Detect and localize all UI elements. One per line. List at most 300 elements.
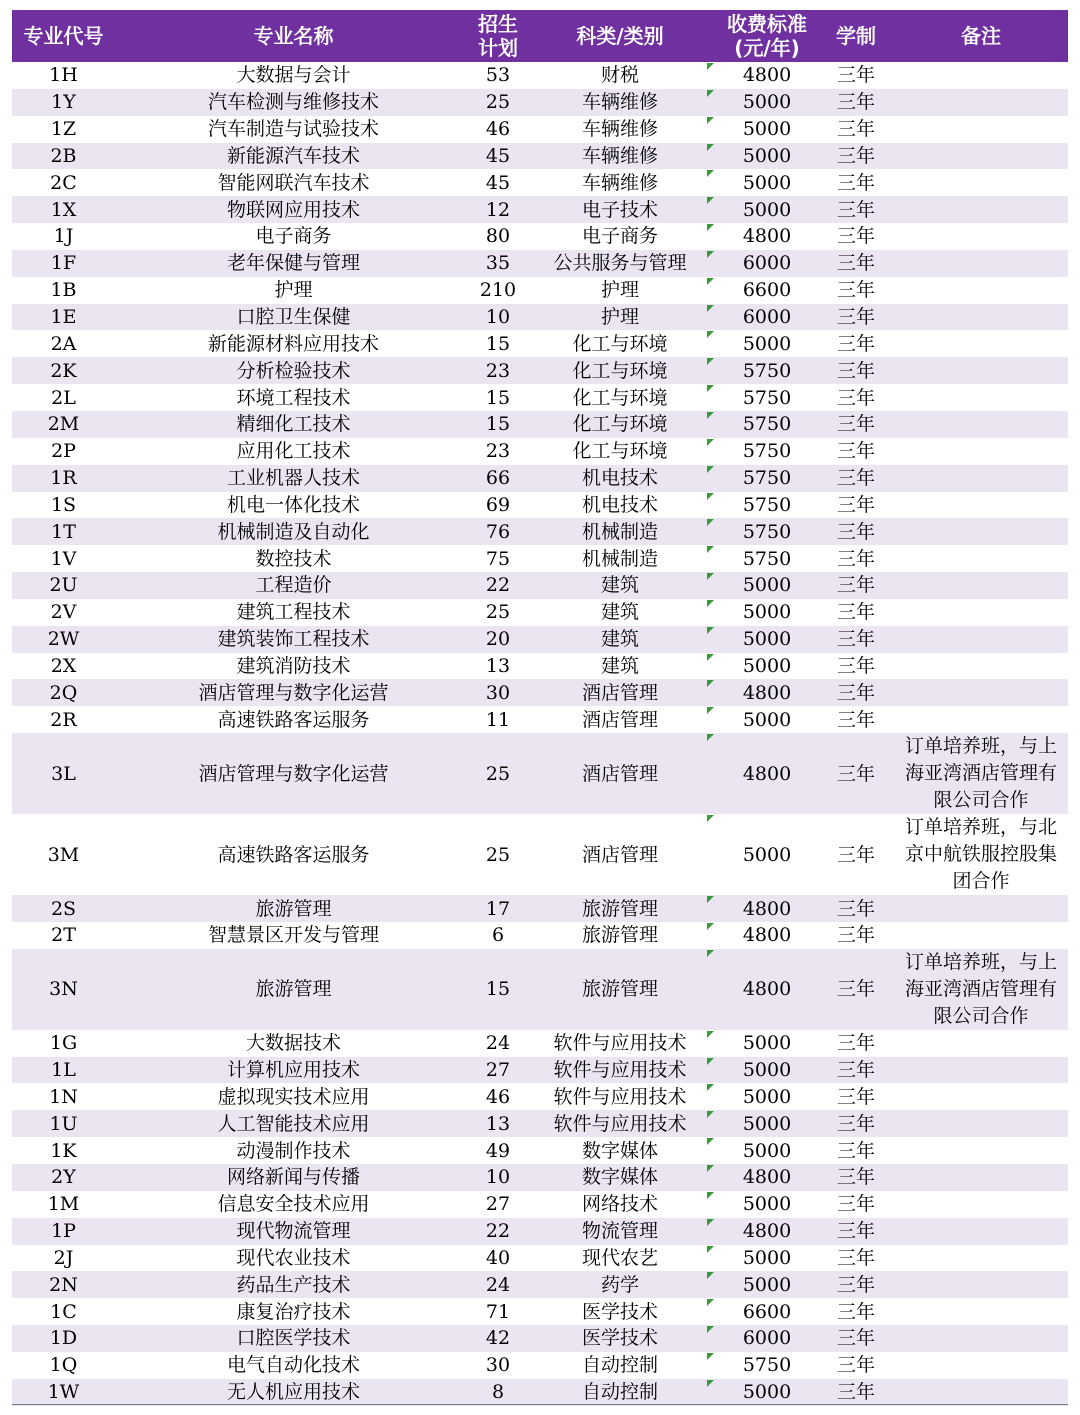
cell-plan: 13	[485, 654, 511, 677]
cell-years: 三年	[818, 465, 894, 492]
cell-name: 酒店管理与数字化运营	[115, 733, 472, 814]
cell-code: 3N	[12, 949, 115, 1030]
cell-note: 订单培养班，与上海亚湾酒店管理有限公司合作	[894, 733, 1068, 814]
cell-code: 2A	[50, 332, 77, 355]
cell-code: 2W	[12, 626, 115, 653]
cell-years: 三年	[818, 1164, 894, 1191]
cell-fee: 5000	[716, 1271, 818, 1298]
cell-note	[894, 116, 1068, 143]
cell-plan: 22	[472, 572, 524, 599]
cell-note	[894, 706, 1068, 733]
cell-name: 机械制造及自动化	[115, 518, 472, 545]
cell-category: 自动控制	[524, 1352, 716, 1379]
cell-category: 医学技术	[524, 1298, 716, 1325]
header-code: 专业代号	[12, 10, 115, 62]
cell-note	[894, 62, 1068, 89]
cell-code: 1E	[12, 304, 115, 331]
cell-years: 三年	[836, 547, 875, 570]
cell-years: 三年	[818, 143, 894, 170]
table-row	[12, 196, 1068, 223]
cell-category: 化工与环境	[524, 438, 716, 465]
cell-name: 现代农业技术	[236, 1246, 351, 1269]
cell-category: 建筑	[524, 599, 716, 626]
cell-plan: 15	[472, 411, 524, 438]
cell-category: 电子技术	[524, 196, 716, 223]
cell-years: 三年	[836, 279, 875, 302]
cell-note	[894, 1379, 1068, 1406]
cell-fee: 5000	[742, 118, 792, 141]
cell-years: 三年	[836, 171, 875, 194]
cell-note	[894, 465, 1068, 492]
cell-name: 机电一体化技术	[226, 493, 360, 516]
table-header-row	[12, 10, 1068, 62]
cell-note	[894, 572, 1068, 599]
cell-category: 网络技术	[524, 1191, 716, 1218]
table-row	[12, 626, 1068, 653]
cell-fee: 6000	[716, 1325, 818, 1352]
cell-note	[894, 1110, 1068, 1137]
cell-fee: 4800	[716, 949, 818, 1030]
table-row	[12, 1218, 1068, 1245]
cell-category: 车辆维修	[524, 89, 716, 116]
cell-years: 三年	[836, 1300, 875, 1323]
cell-years: 三年	[818, 895, 894, 922]
cell-note	[894, 411, 1068, 438]
cell-note	[894, 196, 1068, 223]
cell-note	[894, 1325, 1068, 1352]
table-row	[12, 438, 1068, 465]
cell-note: 订单培养班，与北京中航铁服控股集团合作	[904, 816, 1057, 893]
cell-code: 1Y	[12, 89, 115, 116]
header-fee: 收费标准 (元/年)	[716, 10, 818, 62]
cell-name: 智慧景区开发与管理	[207, 924, 379, 947]
cell-code: 1V	[50, 547, 77, 570]
table-row	[12, 250, 1068, 277]
cell-years: 三年	[818, 518, 894, 545]
table-row	[12, 599, 1068, 626]
cell-years: 三年	[818, 679, 894, 706]
cell-category: 现代农艺	[524, 1245, 716, 1272]
cell-fee: 5000	[742, 1193, 792, 1216]
cell-plan: 30	[485, 1354, 511, 1377]
cell-category: 财税	[524, 62, 716, 89]
cell-years: 三年	[836, 601, 875, 624]
table-row	[12, 1191, 1068, 1218]
cell-fee: 4800	[716, 1164, 818, 1191]
cell-name: 工程造价	[115, 572, 472, 599]
cell-category: 酒店管理	[524, 679, 716, 706]
cell-code: 3L	[12, 733, 115, 814]
cell-plan: 25	[472, 89, 524, 116]
cell-code: 2K	[12, 357, 115, 384]
cell-fee: 4800	[742, 64, 792, 87]
cell-plan: 10	[472, 1164, 524, 1191]
cell-name: 新能源材料应用技术	[207, 332, 379, 355]
cell-category: 数字媒体	[524, 1164, 716, 1191]
table-row	[12, 465, 1068, 492]
cell-fee: 4800	[716, 679, 818, 706]
cell-plan: 210	[479, 279, 517, 302]
table-row	[12, 330, 1068, 357]
cell-years: 三年	[818, 1057, 894, 1084]
table-row	[12, 653, 1068, 680]
cell-fee: 5000	[716, 1110, 818, 1137]
cell-plan: 25	[485, 601, 511, 624]
cell-code: 2X	[50, 654, 77, 677]
table-row	[12, 1325, 1068, 1352]
cell-note	[894, 357, 1068, 384]
cell-code: 1L	[12, 1057, 115, 1084]
cell-code: 1T	[12, 518, 115, 545]
cell-note	[894, 492, 1068, 519]
cell-fee: 4800	[742, 225, 792, 248]
cell-category: 车辆维修	[524, 116, 716, 143]
cell-plan: 8	[472, 1379, 524, 1406]
cell-fee: 5750	[716, 518, 818, 545]
table-row	[12, 814, 1068, 895]
cell-code: 2U	[12, 572, 115, 599]
cell-fee: 5000	[742, 601, 792, 624]
cell-note: 订单培养班，与上海亚湾酒店管理有限公司合作	[894, 949, 1068, 1030]
cell-plan: 46	[485, 1085, 511, 1108]
cell-plan: 76	[472, 518, 524, 545]
cell-category: 建筑	[524, 626, 716, 653]
cell-category: 化工与环境	[524, 384, 716, 411]
cell-code: 2V	[50, 601, 77, 624]
cell-name: 动漫制作技术	[236, 1139, 351, 1162]
cell-category: 公共服务与管理	[524, 250, 716, 277]
cell-name: 物联网应用技术	[115, 196, 472, 223]
table-row	[12, 1245, 1068, 1272]
cell-years: 三年	[836, 493, 875, 516]
header-name: 专业名称	[115, 10, 472, 62]
cell-code: 1P	[12, 1218, 115, 1245]
header-category: 科类/类别	[524, 10, 716, 62]
cell-code: 1H	[49, 64, 78, 87]
cell-plan: 71	[485, 1300, 511, 1323]
cell-note	[894, 89, 1068, 116]
header-years: 学制	[818, 10, 894, 62]
cell-plan: 11	[485, 708, 511, 731]
cell-category: 软件与应用技术	[524, 1030, 716, 1057]
cell-name: 计算机应用技术	[115, 1057, 472, 1084]
cell-note	[894, 223, 1068, 250]
cell-fee: 4800	[742, 924, 792, 947]
cell-fee: 5750	[742, 386, 792, 409]
cell-name: 药品生产技术	[115, 1271, 472, 1298]
cell-fee: 6000	[716, 304, 818, 331]
cell-name: 老年保健与管理	[115, 250, 472, 277]
cell-category: 护理	[524, 277, 716, 304]
table-row	[12, 922, 1068, 949]
cell-note	[894, 922, 1068, 949]
table-row	[12, 679, 1068, 706]
cell-plan: 6	[491, 924, 505, 947]
cell-code: 2C	[50, 171, 77, 194]
cell-note	[894, 1057, 1068, 1084]
cell-category: 化工与环境	[524, 357, 716, 384]
cell-code: 1J	[53, 225, 74, 248]
cell-name: 护理	[274, 279, 313, 302]
cell-code: 2B	[12, 143, 115, 170]
cell-name: 高速铁路客运服务	[217, 843, 370, 866]
cell-years: 三年	[836, 654, 875, 677]
cell-years: 三年	[818, 1325, 894, 1352]
cell-note	[894, 895, 1068, 922]
table-row	[12, 518, 1068, 545]
cell-plan: 23	[472, 357, 524, 384]
cell-years: 三年	[818, 89, 894, 116]
cell-category: 建筑	[524, 572, 716, 599]
cell-name: 现代物流管理	[115, 1218, 472, 1245]
table-row	[12, 706, 1068, 733]
cell-years: 三年	[818, 572, 894, 599]
cell-name: 建筑消防技术	[236, 654, 351, 677]
cell-fee: 4800	[716, 1218, 818, 1245]
cell-fee: 4800	[716, 733, 818, 814]
cell-note	[894, 1030, 1068, 1057]
cell-name: 建筑装饰工程技术	[115, 626, 472, 653]
cell-category: 机械制造	[524, 545, 716, 572]
cell-category: 建筑	[524, 653, 716, 680]
cell-code: 2Y	[12, 1164, 115, 1191]
table-row	[12, 895, 1068, 922]
cell-code: 1R	[12, 465, 115, 492]
table-row	[12, 949, 1068, 1030]
cell-years: 三年	[818, 1218, 894, 1245]
cell-note	[894, 1352, 1068, 1379]
cell-fee: 5000	[742, 171, 792, 194]
cell-name: 信息安全技术应用	[217, 1193, 370, 1216]
table-row	[12, 1110, 1068, 1137]
cell-plan: 69	[485, 493, 511, 516]
cell-category: 酒店管理	[524, 733, 716, 814]
table-row	[12, 169, 1068, 196]
cell-note	[894, 679, 1068, 706]
cell-plan: 15	[485, 332, 511, 355]
cell-name: 应用化工技术	[236, 440, 351, 463]
cell-note	[894, 1083, 1068, 1110]
cell-plan: 10	[472, 304, 524, 331]
cell-name: 建筑工程技术	[236, 601, 351, 624]
cell-category: 数字媒体	[524, 1137, 716, 1164]
cell-code: 1M	[47, 1193, 80, 1216]
cell-name: 康复治疗技术	[236, 1300, 351, 1323]
cell-category: 酒店管理	[524, 814, 716, 895]
enrollment-table	[12, 10, 1068, 1406]
cell-fee: 5000	[716, 196, 818, 223]
cell-plan: 45	[472, 143, 524, 170]
table-row	[12, 62, 1068, 89]
cell-years: 三年	[818, 626, 894, 653]
cell-plan: 66	[472, 465, 524, 492]
cell-plan: 25	[485, 843, 511, 866]
cell-category: 软件与应用技术	[524, 1110, 716, 1137]
cell-fee: 5000	[742, 1246, 792, 1269]
cell-years: 三年	[836, 1354, 875, 1377]
table-row	[12, 492, 1068, 519]
cell-category: 化工与环境	[524, 411, 716, 438]
cell-years: 三年	[818, 411, 894, 438]
cell-fee: 5000	[716, 626, 818, 653]
cell-code: 1K	[50, 1139, 77, 1162]
cell-name: 电子商务	[255, 225, 332, 248]
cell-fee: 5750	[742, 440, 792, 463]
cell-plan: 75	[485, 547, 511, 570]
cell-note	[894, 626, 1068, 653]
cell-fee: 5750	[716, 465, 818, 492]
cell-years: 三年	[836, 440, 875, 463]
cell-years: 三年	[836, 1193, 875, 1216]
cell-note	[894, 599, 1068, 626]
cell-name: 人工智能技术应用	[115, 1110, 472, 1137]
cell-code: 1G	[49, 1032, 78, 1055]
cell-note	[894, 1164, 1068, 1191]
cell-name: 电气自动化技术	[226, 1354, 360, 1377]
cell-name: 数控技术	[255, 547, 332, 570]
cell-name: 工业机器人技术	[115, 465, 472, 492]
cell-name: 高速铁路客运服务	[217, 708, 370, 731]
cell-code: 2L	[51, 386, 76, 409]
cell-plan: 27	[485, 1193, 511, 1216]
cell-fee: 5000	[716, 143, 818, 170]
cell-note	[894, 169, 1068, 196]
table-row	[12, 1352, 1068, 1379]
cell-category: 旅游管理	[524, 895, 716, 922]
cell-years: 三年	[818, 250, 894, 277]
cell-code: 2T	[51, 924, 76, 947]
cell-fee: 5000	[742, 654, 792, 677]
cell-code: 1N	[49, 1085, 78, 1108]
cell-note	[894, 1218, 1068, 1245]
cell-plan: 24	[472, 1271, 524, 1298]
cell-category: 酒店管理	[524, 706, 716, 733]
cell-note	[894, 1137, 1068, 1164]
cell-code: 1W	[12, 1379, 115, 1406]
cell-code: 1S	[50, 493, 77, 516]
cell-fee: 6600	[742, 279, 792, 302]
cell-note	[894, 277, 1068, 304]
cell-fee: 5000	[742, 1139, 792, 1162]
cell-fee: 6000	[716, 250, 818, 277]
cell-plan: 35	[472, 250, 524, 277]
cell-years: 三年	[818, 1271, 894, 1298]
cell-years: 三年	[836, 118, 875, 141]
cell-note	[894, 143, 1068, 170]
cell-note	[894, 438, 1068, 465]
cell-fee: 5000	[716, 572, 818, 599]
cell-name: 口腔医学技术	[115, 1325, 472, 1352]
cell-category: 车辆维修	[524, 169, 716, 196]
cell-code: 1F	[12, 250, 115, 277]
cell-years: 三年	[836, 64, 875, 87]
table-row	[12, 384, 1068, 411]
table-row	[12, 304, 1068, 331]
cell-note	[894, 1298, 1068, 1325]
cell-plan: 30	[472, 679, 524, 706]
cell-plan: 13	[472, 1110, 524, 1137]
cell-name: 口腔卫生保健	[115, 304, 472, 331]
cell-note	[894, 250, 1068, 277]
cell-plan: 42	[472, 1325, 524, 1352]
cell-category: 旅游管理	[524, 922, 716, 949]
cell-code: 1D	[12, 1325, 115, 1352]
cell-fee: 5750	[716, 357, 818, 384]
cell-code: 1U	[12, 1110, 115, 1137]
cell-years: 三年	[836, 225, 875, 248]
cell-plan: 45	[485, 171, 511, 194]
cell-code: 2J	[53, 1246, 74, 1269]
cell-plan: 12	[472, 196, 524, 223]
table-body	[12, 62, 1068, 1406]
cell-fee: 5000	[742, 1032, 792, 1055]
cell-years: 三年	[836, 708, 875, 731]
header-note: 备注	[894, 10, 1068, 62]
cell-years: 三年	[836, 1139, 875, 1162]
cell-category: 软件与应用技术	[524, 1057, 716, 1084]
table-row	[12, 572, 1068, 599]
table-row	[12, 1164, 1068, 1191]
enrollment-table-container	[12, 10, 1068, 1406]
cell-plan: 27	[472, 1057, 524, 1084]
cell-category: 机电技术	[524, 492, 716, 519]
table-row	[12, 545, 1068, 572]
cell-name: 精细化工技术	[115, 411, 472, 438]
cell-years: 三年	[818, 1379, 894, 1406]
table-row	[12, 411, 1068, 438]
table-row	[12, 357, 1068, 384]
cell-fee: 5750	[742, 1354, 792, 1377]
cell-plan: 23	[485, 440, 511, 463]
cell-name: 汽车检测与维修技术	[115, 89, 472, 116]
table-row	[12, 143, 1068, 170]
cell-years: 三年	[836, 924, 875, 947]
table-row	[12, 277, 1068, 304]
cell-note	[894, 304, 1068, 331]
cell-category: 电子商务	[524, 223, 716, 250]
cell-code: 2Q	[12, 679, 115, 706]
cell-note	[894, 545, 1068, 572]
cell-name: 智能网联汽车技术	[217, 171, 370, 194]
cell-plan: 22	[472, 1218, 524, 1245]
table-row	[12, 1057, 1068, 1084]
table-row	[12, 1083, 1068, 1110]
cell-fee: 4800	[716, 895, 818, 922]
cell-name: 旅游管理	[115, 895, 472, 922]
cell-years: 三年	[818, 196, 894, 223]
cell-plan: 24	[485, 1032, 511, 1055]
table-row	[12, 1137, 1068, 1164]
cell-plan: 15	[472, 949, 524, 1030]
cell-note	[894, 518, 1068, 545]
cell-plan: 40	[485, 1246, 511, 1269]
cell-category: 机械制造	[524, 518, 716, 545]
cell-category: 医学技术	[524, 1325, 716, 1352]
cell-plan: 25	[472, 733, 524, 814]
cell-plan: 49	[485, 1139, 511, 1162]
cell-category: 车辆维修	[524, 143, 716, 170]
cell-name: 汽车制造与试验技术	[207, 118, 379, 141]
table-bottom-rule	[12, 1404, 1068, 1405]
cell-category: 机电技术	[524, 465, 716, 492]
table-row	[12, 1298, 1068, 1325]
cell-code: 2S	[12, 895, 115, 922]
cell-fee: 5000	[742, 843, 792, 866]
cell-code: 1B	[50, 279, 77, 302]
table-row	[12, 116, 1068, 143]
cell-note	[894, 1245, 1068, 1272]
table-row	[12, 89, 1068, 116]
